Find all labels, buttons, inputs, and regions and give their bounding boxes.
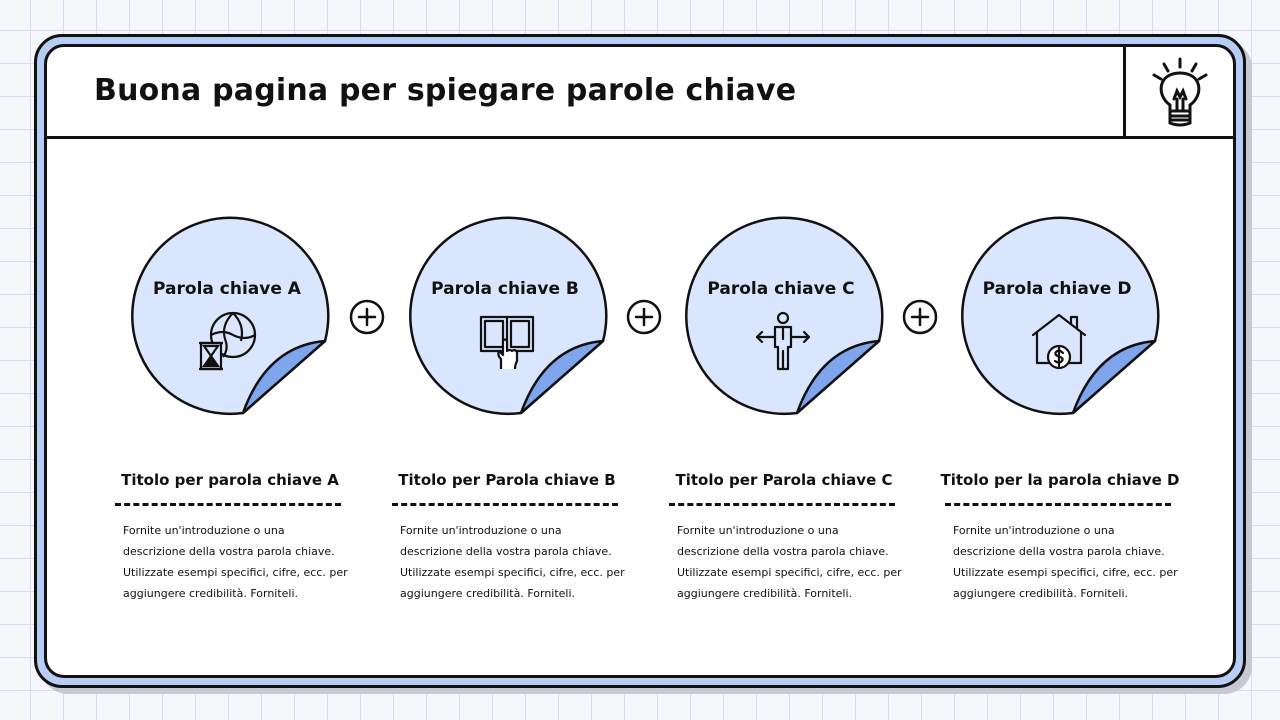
slide-panel: [44, 44, 1236, 678]
dashed-divider: [945, 503, 1171, 506]
keyword-circle-a: [127, 216, 327, 416]
keyword-label: Parola chiave C: [707, 279, 855, 299]
plus-circle-icon: [626, 299, 662, 335]
keyword-circle-b: [405, 216, 605, 416]
globe-hourglass-icon: [199, 311, 259, 371]
keyword-circle-d: [957, 216, 1157, 416]
keyword-title: Titolo per Parola chiave B: [398, 471, 616, 489]
lightbulb-icon: [1148, 55, 1212, 131]
keyword-title: Titolo per parola chiave A: [121, 471, 339, 489]
house-dollar-icon: [1029, 311, 1089, 371]
keyword-description: Fornite un'introduzione o una descrizione della vostra parola chiave. Utilizzate esempi specifici, cifre, ecc. per aggiungere credibilità. Forniteli.: [677, 524, 902, 600]
person-arrows-icon: [753, 311, 813, 371]
header-icon-cell: [1123, 47, 1233, 139]
dashed-divider: [115, 503, 341, 506]
keyword-description: Fornite un'introduzione o una descrizione della vostra parola chiave. Utilizzate esempi specifici, cifre, ecc. per aggiungere credibilità. Forniteli.: [400, 524, 625, 600]
keyword-label: Parola chiave D: [982, 279, 1132, 299]
plus-circle-icon: [902, 299, 938, 335]
keyword-title: Titolo per Parola chiave C: [675, 471, 893, 489]
plus-circle-icon: [349, 299, 385, 335]
keyword-title: Titolo per la parola chiave D: [940, 471, 1180, 489]
dashed-divider: [392, 503, 618, 506]
keyword-circle-c: [681, 216, 881, 416]
dashed-divider: [669, 503, 895, 506]
keyword-description: Fornite un'introduzione o una descrizione della vostra parola chiave. Utilizzate esempi specifici, cifre, ecc. per aggiungere credibilità. Forniteli.: [953, 524, 1178, 600]
keyword-description: Fornite un'introduzione o una descrizione della vostra parola chiave. Utilizzate esempi specifici, cifre, ecc. per aggiungere credibilità. Forniteli.: [123, 524, 348, 600]
page-title: Buona pagina per spiegare parole chiave: [94, 73, 797, 108]
keyword-label: Parola chiave B: [431, 279, 579, 299]
book-hand-icon: [477, 311, 537, 371]
keyword-label: Parola chiave A: [153, 279, 301, 299]
